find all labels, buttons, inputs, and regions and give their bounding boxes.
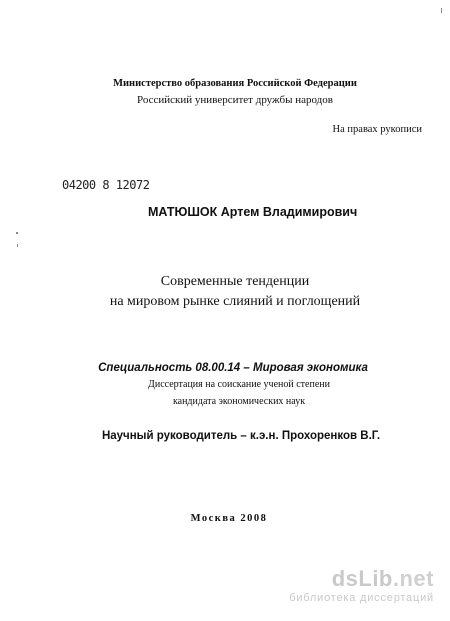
dslib-watermark xyxy=(272,566,442,612)
author-name: МАТЮШОК Артем Владимирович xyxy=(148,205,358,219)
thesis-title-line-1: Современные тенденции xyxy=(160,274,310,289)
watermark-logo-main: dsLib xyxy=(331,566,393,591)
scan-speck xyxy=(17,244,18,247)
scan-speck xyxy=(16,232,18,234)
dissertation-degree-line-2: кандидата экономических наук xyxy=(172,396,306,407)
specialty-line: Специальность 08.00.14 – Мировая экономика xyxy=(98,362,368,374)
watermark-subtitle: библиотека диссертаций xyxy=(289,592,434,604)
thesis-title-line-2: на мировом рынке слияний и поглощений xyxy=(109,294,361,309)
manuscript-rights: На правах рукописи xyxy=(332,124,422,135)
dissertation-degree-line-1: Диссертация на соискание ученой степени xyxy=(148,379,330,390)
watermark-logo-tld: .net xyxy=(392,566,434,591)
university-line: Российский университет дружбы народов xyxy=(137,94,333,106)
watermark-logo xyxy=(332,566,434,592)
scientific-advisor: Научный руководитель – к.э.н. Прохоренков В.Г. xyxy=(101,430,381,442)
scan-speck xyxy=(441,8,442,13)
city-year: Москва 2008 xyxy=(190,513,268,524)
ministry-line: Министерство образования Российской Федерации xyxy=(113,78,357,89)
archive-stamp: 04200 8 12072 xyxy=(62,178,150,192)
